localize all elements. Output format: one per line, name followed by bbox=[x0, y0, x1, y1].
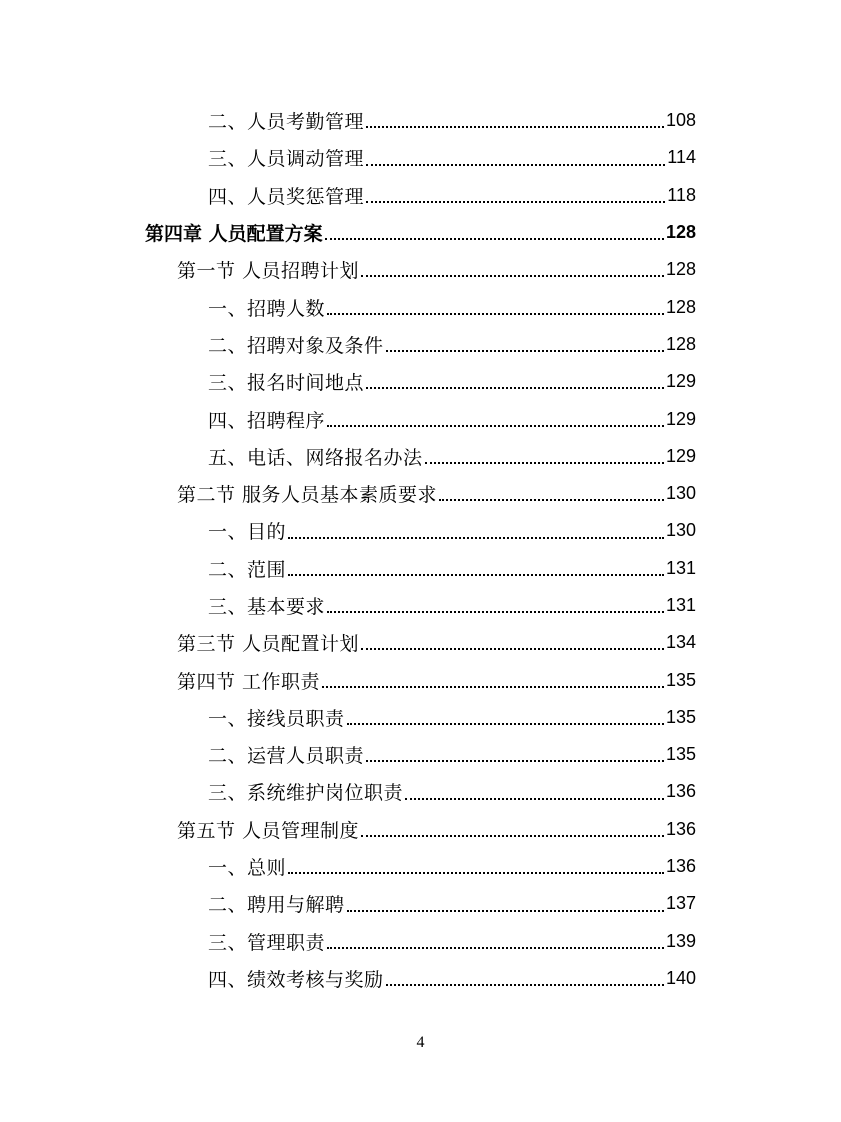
toc-dot-leader bbox=[327, 611, 664, 613]
toc-entry-page: 135 bbox=[665, 669, 696, 690]
toc-entry-page: 135 bbox=[665, 744, 696, 765]
toc-section-entry[interactable] bbox=[0, 475, 841, 512]
toc-dot-leader bbox=[439, 499, 664, 501]
toc-dot-leader bbox=[361, 835, 664, 837]
toc-section-entry[interactable] bbox=[0, 624, 841, 661]
toc-dot-leader bbox=[327, 425, 664, 427]
toc-dot-leader bbox=[327, 947, 664, 949]
toc-entry[interactable] bbox=[0, 438, 841, 475]
toc-entry-page: 114 bbox=[667, 147, 696, 168]
toc-chapter-entry[interactable] bbox=[0, 214, 841, 251]
toc-entry-title: 二、招聘对象及条件 bbox=[208, 334, 384, 357]
toc-entry-title: 三、管理职责 bbox=[208, 931, 326, 954]
toc-dot-leader bbox=[322, 686, 664, 688]
toc-entry[interactable] bbox=[0, 550, 841, 587]
toc-dot-leader bbox=[386, 350, 664, 352]
toc-entry-title: 四、绩效考核与奖励 bbox=[208, 968, 384, 991]
toc-entry-title: 第三节 人员配置计划 bbox=[177, 633, 360, 656]
toc-entry-title: 第一节 人员招聘计划 bbox=[177, 260, 360, 283]
toc-dot-leader bbox=[288, 574, 664, 576]
toc-dot-leader bbox=[366, 201, 665, 203]
toc-entry[interactable] bbox=[0, 773, 841, 810]
toc-dot-leader bbox=[347, 723, 664, 725]
toc-section-entry[interactable] bbox=[0, 811, 841, 848]
toc-entry-page: 136 bbox=[665, 856, 696, 877]
toc-entry-page: 130 bbox=[665, 483, 696, 504]
toc-entry-title: 一、总则 bbox=[208, 857, 287, 880]
toc-entry[interactable] bbox=[0, 139, 841, 176]
toc-entry-title: 三、基本要求 bbox=[208, 596, 326, 618]
toc-dot-leader bbox=[425, 462, 664, 464]
toc-dot-leader bbox=[386, 984, 664, 986]
toc-dot-leader bbox=[366, 126, 664, 128]
toc-section-entry[interactable] bbox=[0, 251, 841, 288]
toc-entry-title: 二、范围 bbox=[208, 558, 287, 581]
toc-entry-page: 130 bbox=[665, 520, 696, 541]
toc-entry-title: 三、系统维护岗位职责 bbox=[208, 782, 404, 805]
toc-entry-page: 129 bbox=[665, 408, 696, 429]
toc-entry[interactable] bbox=[0, 363, 841, 400]
toc-entry[interactable] bbox=[0, 587, 841, 624]
toc-entry-page: 135 bbox=[665, 706, 696, 727]
toc-entry[interactable] bbox=[0, 885, 841, 922]
toc-entry-title: 一、接线员职责 bbox=[208, 707, 345, 730]
toc-dot-leader bbox=[361, 648, 664, 650]
toc-entry-page: 129 bbox=[665, 445, 696, 466]
toc-dot-leader bbox=[366, 760, 664, 762]
toc-entry-page: 140 bbox=[665, 967, 696, 988]
toc-entry-title: 第四节 工作职责 bbox=[177, 670, 321, 693]
toc-entry-title: 五、电话、网络报名办法 bbox=[208, 446, 423, 469]
toc-entry-page: 134 bbox=[665, 632, 696, 653]
toc-dot-leader bbox=[361, 275, 664, 277]
toc-entry-page: 128 bbox=[665, 259, 696, 280]
toc-entry-title: 一、招聘人数 bbox=[208, 297, 326, 320]
toc-dot-leader bbox=[405, 798, 664, 800]
toc-entry[interactable] bbox=[0, 512, 841, 549]
toc-entry-title: 三、报名时间地点 bbox=[208, 372, 365, 395]
toc-entry-page: 136 bbox=[665, 818, 696, 839]
toc-entry-page: 129 bbox=[665, 371, 696, 392]
toc-section-entry[interactable] bbox=[0, 661, 841, 698]
toc-dot-leader bbox=[366, 387, 664, 389]
toc-entry-page: 128 bbox=[665, 296, 696, 317]
toc-entry[interactable] bbox=[0, 177, 841, 214]
toc-entry-title: 第五节 人员管理制度 bbox=[177, 819, 360, 842]
toc-entry[interactable] bbox=[0, 960, 841, 997]
toc-entry-page: 131 bbox=[665, 595, 696, 615]
table-of-contents bbox=[0, 102, 841, 997]
toc-entry[interactable] bbox=[0, 102, 841, 139]
toc-dot-leader bbox=[325, 238, 664, 240]
toc-entry-title: 第二节 服务人员基本素质要求 bbox=[177, 484, 438, 507]
toc-entry[interactable] bbox=[0, 400, 841, 437]
toc-dot-leader bbox=[327, 313, 664, 315]
toc-entry-page: 137 bbox=[665, 893, 696, 914]
toc-entry-title: 二、人员考勤管理 bbox=[208, 111, 365, 134]
toc-dot-leader bbox=[347, 910, 664, 912]
toc-dot-leader bbox=[366, 164, 665, 166]
toc-entry-page: 131 bbox=[665, 557, 696, 578]
page-number: 4 bbox=[416, 1034, 425, 1051]
toc-entry[interactable] bbox=[0, 848, 841, 885]
toc-entry-page: 118 bbox=[667, 184, 696, 205]
toc-entry-page: 136 bbox=[665, 781, 696, 802]
toc-entry-page: 108 bbox=[665, 110, 696, 131]
toc-entry-page: 128 bbox=[665, 333, 696, 354]
toc-entry-title: 二、运营人员职责 bbox=[208, 745, 365, 768]
toc-entry-title: 四、人员奖惩管理 bbox=[208, 185, 365, 208]
toc-entry-page: 139 bbox=[665, 930, 696, 951]
toc-entry-title: 第四章 人员配置方案 bbox=[145, 223, 323, 246]
toc-entry-title: 四、招聘程序 bbox=[208, 409, 326, 432]
toc-entry[interactable] bbox=[0, 923, 841, 960]
toc-entry-title: 一、目的 bbox=[208, 521, 287, 544]
toc-dot-leader bbox=[288, 872, 664, 874]
toc-entry-title: 二、聘用与解聘 bbox=[208, 894, 345, 917]
toc-entry-title: 三、人员调动管理 bbox=[208, 148, 365, 171]
toc-entry-page: 128 bbox=[665, 222, 696, 243]
toc-entry[interactable] bbox=[0, 288, 841, 325]
toc-entry[interactable] bbox=[0, 326, 841, 363]
toc-entry[interactable] bbox=[0, 699, 841, 736]
toc-entry[interactable] bbox=[0, 736, 841, 773]
toc-dot-leader bbox=[288, 537, 664, 539]
